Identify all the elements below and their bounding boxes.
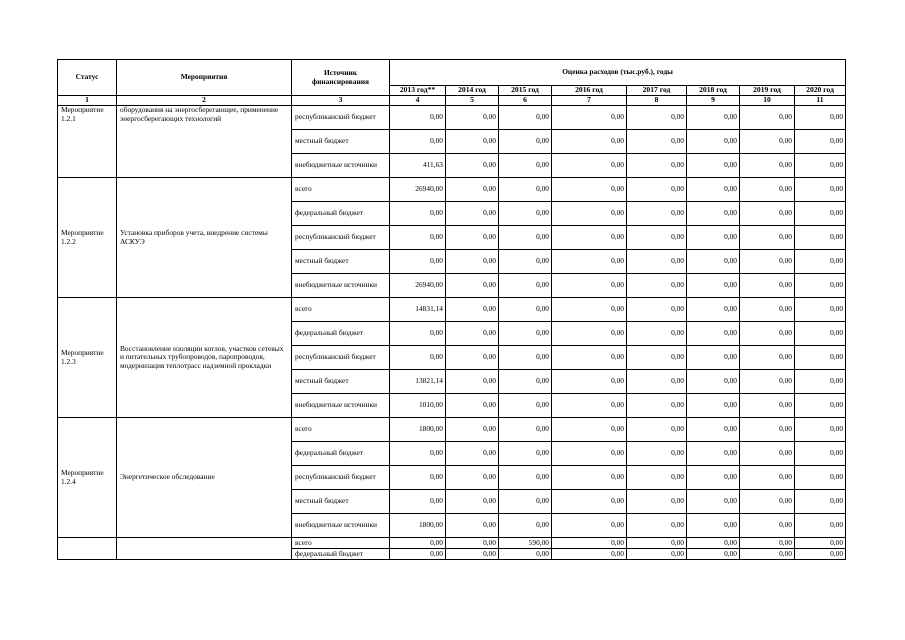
activity-cell — [117, 538, 292, 560]
value-cell: 0,00 — [740, 274, 795, 298]
value-cell: 0,00 — [795, 226, 846, 250]
value-cell: 1800,00 — [390, 514, 446, 538]
value-cell: 0,00 — [390, 538, 446, 549]
value-cell: 0,00 — [687, 154, 740, 178]
value-cell: 0,00 — [687, 250, 740, 274]
value-cell: 0,00 — [687, 394, 740, 418]
value-cell: 0,00 — [499, 370, 552, 394]
value-cell: 0,00 — [390, 442, 446, 466]
table-body — [58, 106, 846, 560]
value-cell: 0,00 — [687, 298, 740, 322]
value-cell: 0,00 — [552, 442, 627, 466]
value-cell: 0,00 — [499, 466, 552, 490]
value-cell: 0,00 — [552, 538, 627, 549]
source-cell: всего — [292, 418, 390, 442]
value-cell: 0,00 — [552, 154, 627, 178]
value-cell: 0,00 — [390, 490, 446, 514]
value-cell: 0,00 — [795, 178, 846, 202]
value-cell: 0,00 — [390, 549, 446, 560]
activity-cell: Восстановление изоляции котлов, участков сетевых и питательных трубопроводов, паропроводов, модернизация теплотрасс надземной прокладки — [117, 298, 292, 418]
column-number: 7 — [552, 96, 627, 106]
column-number: 2 — [117, 96, 292, 106]
value-cell: 0,00 — [740, 226, 795, 250]
value-cell: 0,00 — [627, 549, 687, 560]
value-cell: 0,00 — [740, 346, 795, 370]
value-cell: 0,00 — [499, 274, 552, 298]
value-cell: 0,00 — [627, 442, 687, 466]
value-cell: 0,00 — [552, 274, 627, 298]
value-cell: 0,00 — [627, 154, 687, 178]
value-cell: 0,00 — [795, 514, 846, 538]
value-cell: 0,00 — [627, 418, 687, 442]
value-cell: 0,00 — [740, 202, 795, 226]
status-cell — [58, 538, 117, 560]
value-cell: 0,00 — [499, 106, 552, 130]
value-cell: 1800,00 — [390, 418, 446, 442]
activity-cell: Энергетическое обследование — [117, 418, 292, 538]
value-cell: 0,00 — [499, 490, 552, 514]
column-number: 3 — [292, 96, 390, 106]
value-cell: 0,00 — [740, 250, 795, 274]
value-cell: 0,00 — [499, 418, 552, 442]
value-cell: 0,00 — [795, 298, 846, 322]
value-cell: 0,00 — [446, 154, 499, 178]
value-cell: 0,00 — [446, 202, 499, 226]
value-cell: 0,00 — [499, 298, 552, 322]
value-cell: 0,00 — [795, 250, 846, 274]
value-cell: 0,00 — [740, 154, 795, 178]
header-year: 2018 год — [687, 86, 740, 96]
source-cell: республиканский бюджет — [292, 106, 390, 130]
source-cell: местный бюджет — [292, 490, 390, 514]
header-year: 2016 год — [552, 86, 627, 96]
value-cell: 0,00 — [795, 274, 846, 298]
header-year: 2014 год — [446, 86, 499, 96]
value-cell: 0,00 — [627, 466, 687, 490]
header-estimate: Оценка расходов (тыс.руб.), годы — [390, 60, 846, 86]
value-cell: 0,00 — [446, 490, 499, 514]
header-source: Источник финансирования — [292, 60, 390, 96]
value-cell: 0,00 — [740, 490, 795, 514]
value-cell: 0,00 — [795, 322, 846, 346]
value-cell: 0,00 — [687, 202, 740, 226]
value-cell: 0,00 — [446, 130, 499, 154]
value-cell: 0,00 — [687, 106, 740, 130]
value-cell: 0,00 — [390, 466, 446, 490]
column-number: 4 — [390, 96, 446, 106]
value-cell: 0,00 — [740, 370, 795, 394]
column-number: 10 — [740, 96, 795, 106]
value-cell: 0,00 — [740, 418, 795, 442]
value-cell: 0,00 — [740, 130, 795, 154]
value-cell: 0,00 — [687, 418, 740, 442]
value-cell: 0,00 — [499, 226, 552, 250]
status-cell: Мероприятие 1.2.4 — [58, 418, 117, 538]
value-cell: 0,00 — [627, 514, 687, 538]
header-year: 2019 год — [740, 86, 795, 96]
value-cell: 0,00 — [552, 418, 627, 442]
value-cell: 0,00 — [795, 202, 846, 226]
value-cell: 0,00 — [740, 442, 795, 466]
value-cell: 1010,00 — [390, 394, 446, 418]
value-cell: 26940,00 — [390, 178, 446, 202]
value-cell: 26940,00 — [390, 274, 446, 298]
value-cell: 0,00 — [446, 418, 499, 442]
table-row — [58, 298, 846, 322]
column-number: 6 — [499, 96, 552, 106]
activity-cell: Установка приборов учета, внедрение системы АСКУЭ — [117, 178, 292, 298]
header-year: 2013 год** — [390, 86, 446, 96]
value-cell: 0,00 — [687, 549, 740, 560]
value-cell: 0,00 — [687, 370, 740, 394]
value-cell: 0,00 — [499, 442, 552, 466]
header-activity: Мероприятия — [117, 60, 292, 96]
source-cell: всего — [292, 538, 390, 549]
value-cell: 0,00 — [795, 549, 846, 560]
value-cell: 0,00 — [740, 466, 795, 490]
source-cell: республиканский бюджет — [292, 346, 390, 370]
source-cell: федеральный бюджет — [292, 322, 390, 346]
value-cell: 0,00 — [390, 346, 446, 370]
value-cell: 0,00 — [390, 250, 446, 274]
source-cell: местный бюджет — [292, 130, 390, 154]
value-cell: 0,00 — [552, 549, 627, 560]
value-cell: 0,00 — [552, 466, 627, 490]
value-cell: 590,00 — [499, 538, 552, 549]
column-number: 5 — [446, 96, 499, 106]
value-cell: 0,00 — [627, 274, 687, 298]
value-cell: 0,00 — [687, 346, 740, 370]
value-cell: 0,00 — [687, 322, 740, 346]
table-row — [58, 418, 846, 442]
value-cell: 0,00 — [627, 322, 687, 346]
value-cell: 0,00 — [446, 538, 499, 549]
value-cell: 0,00 — [552, 178, 627, 202]
value-cell: 411,63 — [390, 154, 446, 178]
value-cell: 0,00 — [627, 202, 687, 226]
value-cell: 0,00 — [740, 106, 795, 130]
source-cell: республиканский бюджет — [292, 466, 390, 490]
value-cell: 0,00 — [552, 394, 627, 418]
source-cell: внебюджетные источники — [292, 514, 390, 538]
value-cell: 13821,14 — [390, 370, 446, 394]
value-cell: 0,00 — [740, 514, 795, 538]
value-cell: 0,00 — [446, 226, 499, 250]
value-cell: 0,00 — [740, 298, 795, 322]
value-cell: 0,00 — [687, 538, 740, 549]
value-cell: 0,00 — [795, 394, 846, 418]
value-cell: 0,00 — [446, 106, 499, 130]
status-cell: Мероприятие 1.2.3 — [58, 298, 117, 418]
value-cell: 0,00 — [627, 298, 687, 322]
value-cell: 0,00 — [627, 178, 687, 202]
column-number: 1 — [58, 96, 117, 106]
value-cell: 0,00 — [552, 514, 627, 538]
value-cell: 0,00 — [627, 106, 687, 130]
value-cell: 0,00 — [446, 250, 499, 274]
source-cell: федеральный бюджет — [292, 202, 390, 226]
value-cell: 0,00 — [499, 130, 552, 154]
value-cell: 0,00 — [390, 130, 446, 154]
value-cell: 0,00 — [552, 322, 627, 346]
value-cell: 0,00 — [499, 322, 552, 346]
value-cell: 0,00 — [795, 130, 846, 154]
value-cell: 0,00 — [687, 130, 740, 154]
value-cell: 0,00 — [499, 250, 552, 274]
value-cell: 0,00 — [795, 418, 846, 442]
value-cell: 0,00 — [740, 178, 795, 202]
source-cell: республиканский бюджет — [292, 226, 390, 250]
value-cell: 0,00 — [552, 106, 627, 130]
value-cell: 0,00 — [687, 178, 740, 202]
table-row — [58, 538, 846, 549]
value-cell: 0,00 — [795, 370, 846, 394]
value-cell: 0,00 — [499, 178, 552, 202]
value-cell: 0,00 — [446, 346, 499, 370]
value-cell: 0,00 — [740, 549, 795, 560]
value-cell: 0,00 — [446, 549, 499, 560]
source-cell: всего — [292, 178, 390, 202]
value-cell: 0,00 — [446, 442, 499, 466]
value-cell: 0,00 — [552, 298, 627, 322]
value-cell: 0,00 — [446, 178, 499, 202]
table-row — [58, 178, 846, 202]
value-cell: 0,00 — [795, 466, 846, 490]
value-cell: 0,00 — [499, 154, 552, 178]
value-cell: 0,00 — [627, 346, 687, 370]
value-cell: 0,00 — [499, 514, 552, 538]
column-number: 8 — [627, 96, 687, 106]
value-cell: 0,00 — [390, 106, 446, 130]
value-cell: 0,00 — [446, 298, 499, 322]
value-cell: 0,00 — [552, 346, 627, 370]
value-cell: 0,00 — [446, 466, 499, 490]
source-cell: внебюджетные источники — [292, 274, 390, 298]
value-cell: 0,00 — [552, 226, 627, 250]
value-cell: 0,00 — [687, 274, 740, 298]
value-cell: 0,00 — [687, 490, 740, 514]
header-status: Статус — [58, 60, 117, 96]
value-cell: 0,00 — [795, 442, 846, 466]
expense-table — [57, 59, 846, 560]
value-cell: 0,00 — [552, 130, 627, 154]
value-cell: 0,00 — [499, 202, 552, 226]
table-row — [58, 106, 846, 130]
value-cell: 0,00 — [390, 226, 446, 250]
value-cell: 0,00 — [552, 202, 627, 226]
value-cell: 0,00 — [740, 322, 795, 346]
value-cell: 0,00 — [446, 370, 499, 394]
value-cell: 0,00 — [552, 490, 627, 514]
value-cell: 0,00 — [627, 490, 687, 514]
activity-cell: оборудования на энергосберегающее, применение энергосберегающих технологий — [117, 106, 292, 178]
value-cell: 0,00 — [687, 466, 740, 490]
source-cell: внебюджетные источники — [292, 154, 390, 178]
value-cell: 0,00 — [795, 490, 846, 514]
value-cell: 0,00 — [627, 538, 687, 549]
value-cell: 0,00 — [687, 226, 740, 250]
source-cell: местный бюджет — [292, 250, 390, 274]
value-cell: 0,00 — [627, 250, 687, 274]
source-cell: внебюджетные источники — [292, 394, 390, 418]
value-cell: 0,00 — [499, 549, 552, 560]
value-cell: 0,00 — [552, 370, 627, 394]
source-cell: всего — [292, 298, 390, 322]
value-cell: 0,00 — [552, 250, 627, 274]
value-cell: 0,00 — [627, 130, 687, 154]
value-cell: 0,00 — [390, 322, 446, 346]
value-cell: 0,00 — [795, 346, 846, 370]
source-cell: федеральный бюджет — [292, 442, 390, 466]
value-cell: 0,00 — [687, 442, 740, 466]
value-cell: 0,00 — [740, 538, 795, 549]
value-cell: 14831,14 — [390, 298, 446, 322]
header-year: 2017 год — [627, 86, 687, 96]
value-cell: 0,00 — [795, 106, 846, 130]
value-cell: 0,00 — [446, 394, 499, 418]
status-cell: Мероприятие 1.2.2 — [58, 178, 117, 298]
value-cell: 0,00 — [627, 226, 687, 250]
value-cell: 0,00 — [795, 154, 846, 178]
source-cell: федеральный бюджет — [292, 549, 390, 560]
header-year: 2020 год — [795, 86, 846, 96]
value-cell: 0,00 — [446, 274, 499, 298]
column-number: 9 — [687, 96, 740, 106]
value-cell: 0,00 — [499, 394, 552, 418]
value-cell: 0,00 — [627, 394, 687, 418]
value-cell: 0,00 — [795, 538, 846, 549]
value-cell: 0,00 — [499, 346, 552, 370]
value-cell: 0,00 — [627, 370, 687, 394]
value-cell: 0,00 — [390, 202, 446, 226]
document-page — [57, 59, 846, 560]
header-year: 2015 год — [499, 86, 552, 96]
status-cell: Мероприятие 1.2.1 — [58, 106, 117, 178]
column-number: 11 — [795, 96, 846, 106]
value-cell: 0,00 — [446, 322, 499, 346]
value-cell: 0,00 — [687, 514, 740, 538]
value-cell: 0,00 — [740, 394, 795, 418]
source-cell: местный бюджет — [292, 370, 390, 394]
value-cell: 0,00 — [446, 514, 499, 538]
